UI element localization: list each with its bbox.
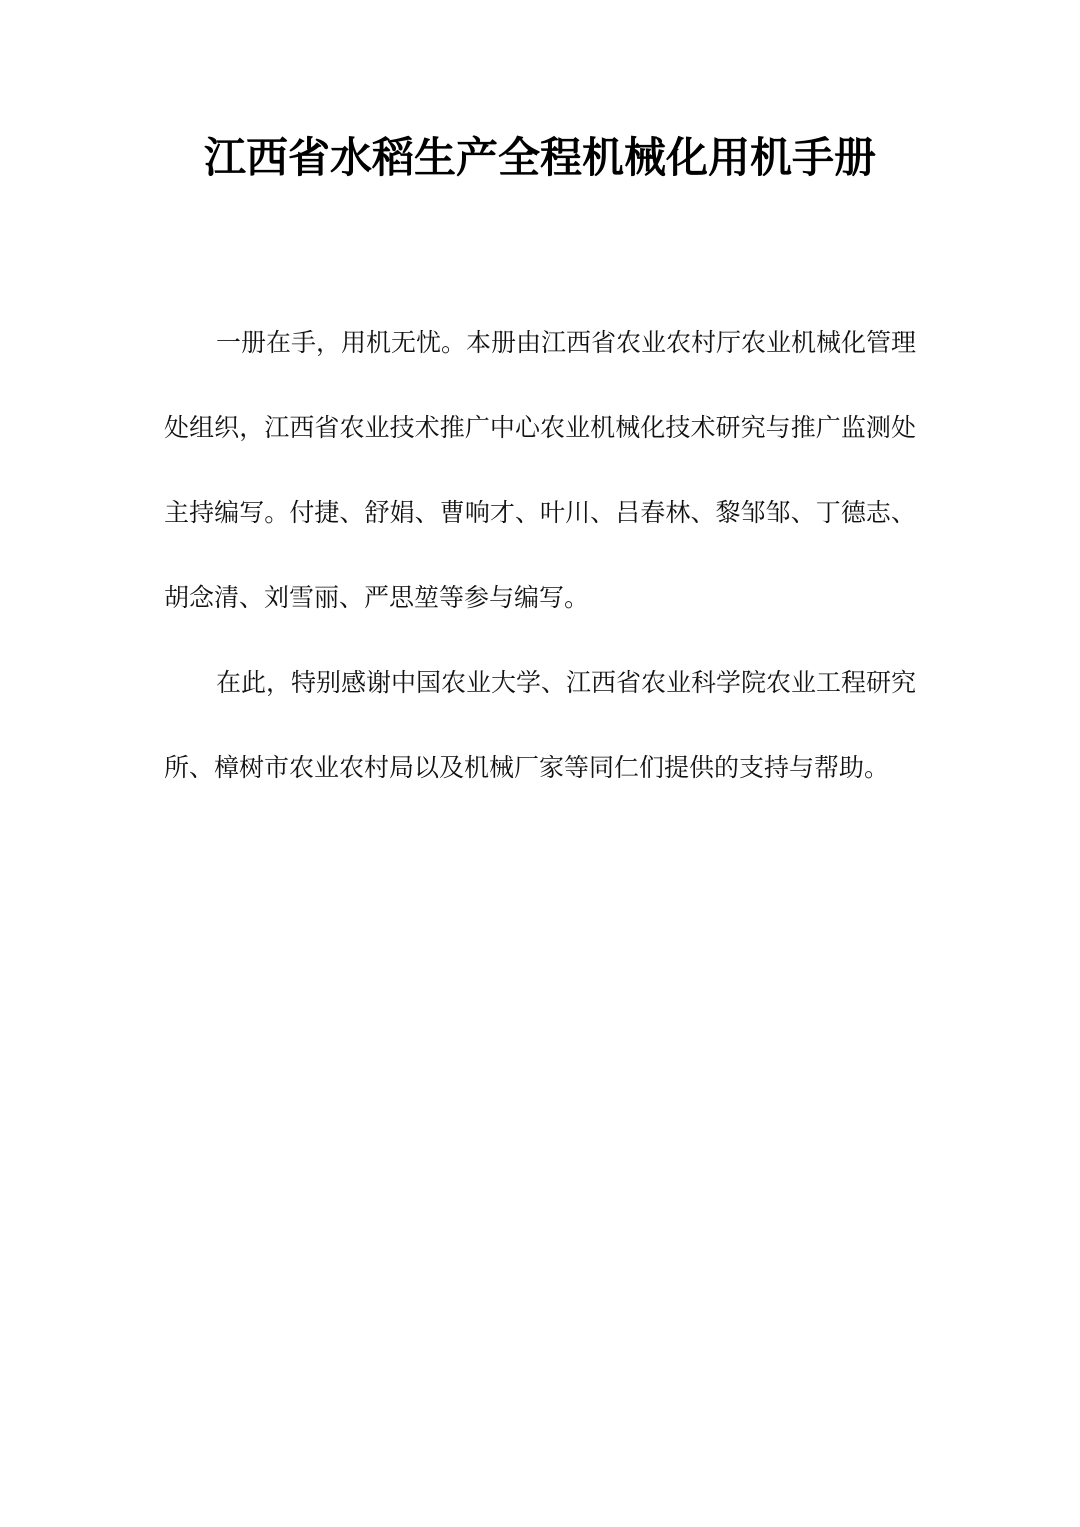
document-title: 江西省水稻生产全程机械化用机手册 [203, 133, 876, 182]
paragraph-acknowledgements: 在此，特别感谢中国农业大学、江西省农业科学院农业工程研究所、樟树市农业农村局以及机械厂家等同仁们提供的支持与帮助。 [164, 668, 917, 782]
paragraph-authors: 一册在手，用机无忧。本册由江西省农业农村厅农业机械化管理处组织，江西省农业技术推广中心农业机械化技术研究与推广监测处主持编写。付捷、舒娟、曹响才、叶川、吕春林、黎邹邹、丁德志、胡念清、刘雪丽、严思堃等参与编写。 [164, 328, 917, 612]
